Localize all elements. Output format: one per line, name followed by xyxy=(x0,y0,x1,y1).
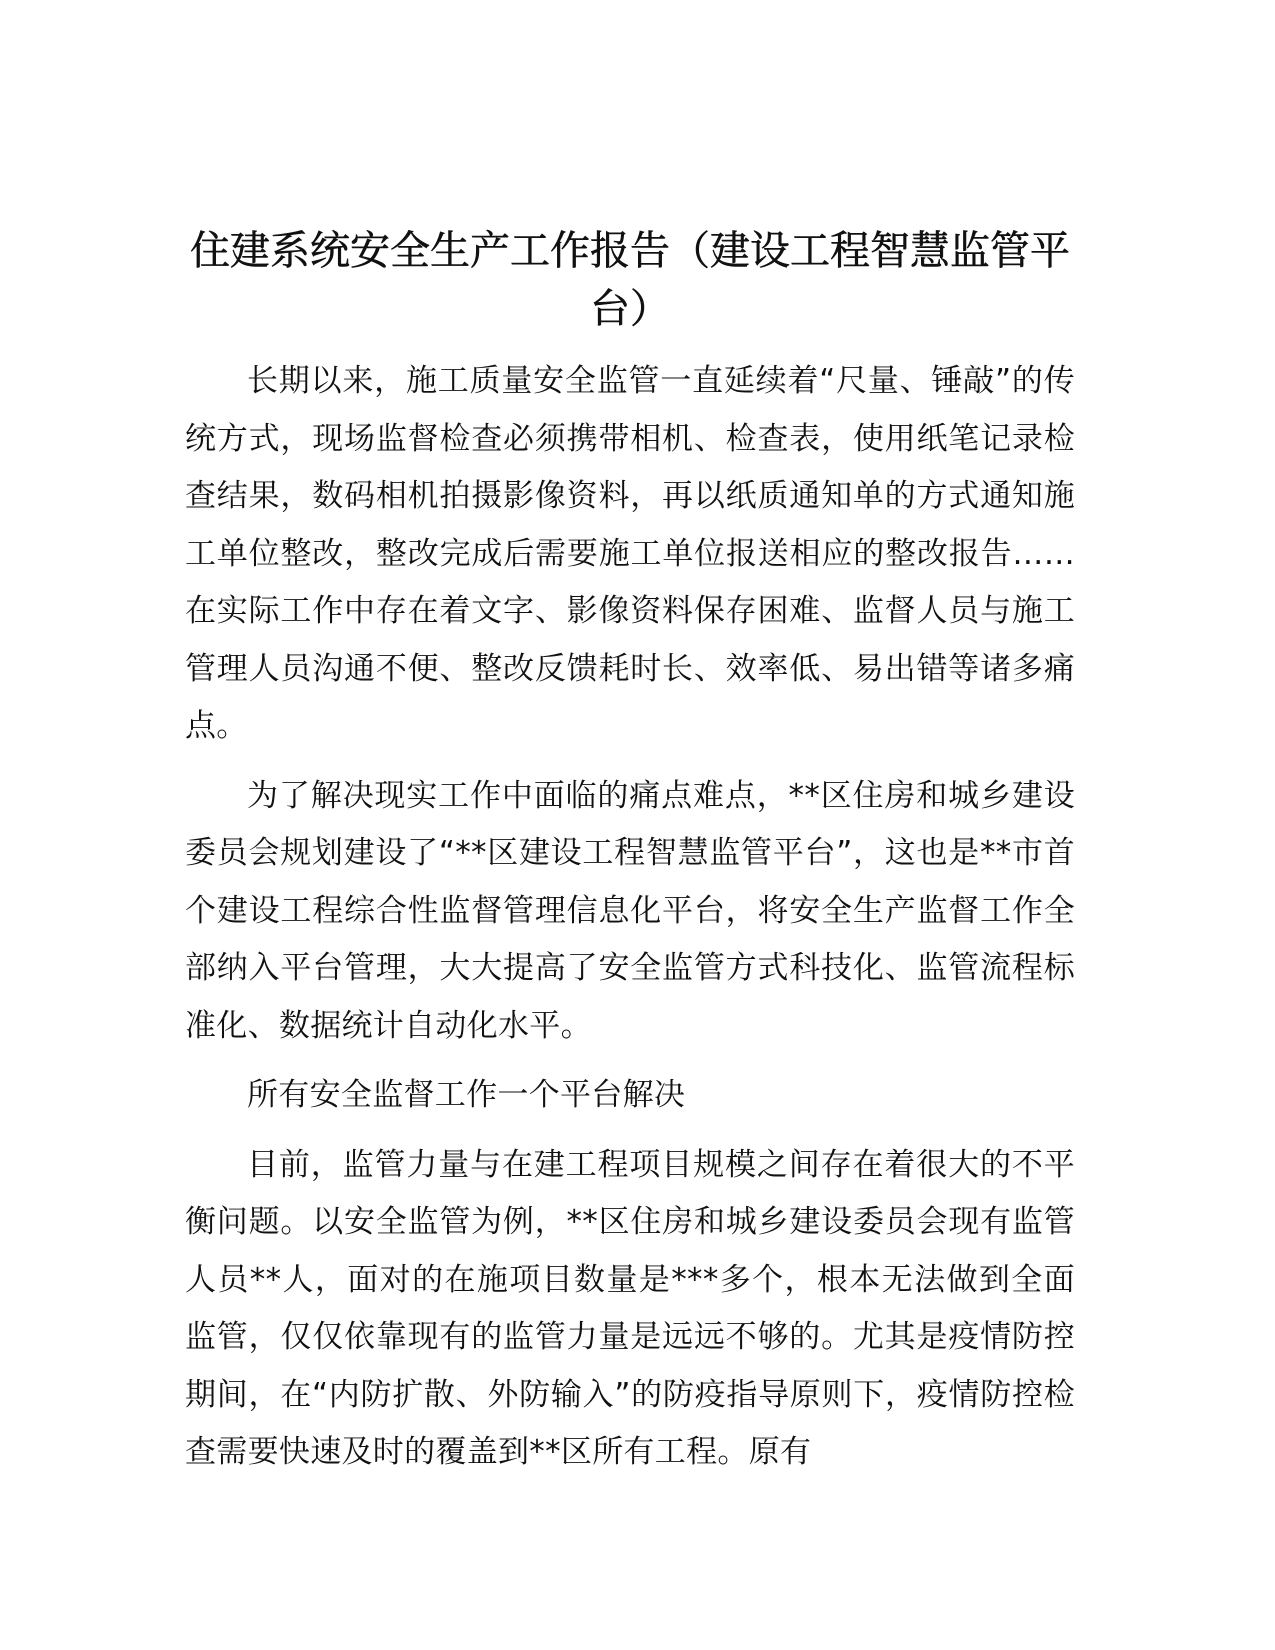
paragraph-platform: 为了解决现实工作中面临的痛点难点，**区住房和城乡建设委员会规划建设了“**区建设工程智慧监管平台”，这也是**市首个建设工程综合性监督管理信息化平台，将安全生产监督工作全部纳入平台管理，大大提高了安全监管方式科技化、监管流程标准化、数据统计自动化水平。 xyxy=(185,777,1075,1044)
document-body xyxy=(185,353,1075,1494)
paragraph-intro: 长期以来，施工质量安全监管一直延续着“尺量、锤敲”的传统方式，现场监督检查必须携带相机、检查表，使用纸笔记录检查结果，数码相机拍摄影像资料，再以纸质通知单的方式通知施工单位整改，整改完成后需要施工单位报送相应的整改报告……在实际工作中存在着文字、影像资料保存困难、监督人员与施工管理人员沟通不便、整改反馈耗时长、效率低、易出错等诸多痛点。 xyxy=(185,363,1075,744)
section-heading: 所有安全监督工作一个平台解决 xyxy=(247,1077,686,1113)
document-title: 住建系统安全生产工作报告（建设工程智慧监管平台） xyxy=(190,228,1070,332)
paragraph-current-situation: 目前，监管力量与在建工程项目规模之间存在着很大的不平衡问题。以安全监管为例，**区住房和城乡建设委员会现有监管人员**人，面对的在施项目数量是***多个，根本无法做到全面监管，仅仅依靠现有的监管力量是远远不够的。尤其是疫情防控期间，在“内防扩散、外防输入”的防疫指导原则下，疫情防控检查需要快速及时的覆盖到**区所有工程。原有 xyxy=(185,1146,1075,1470)
